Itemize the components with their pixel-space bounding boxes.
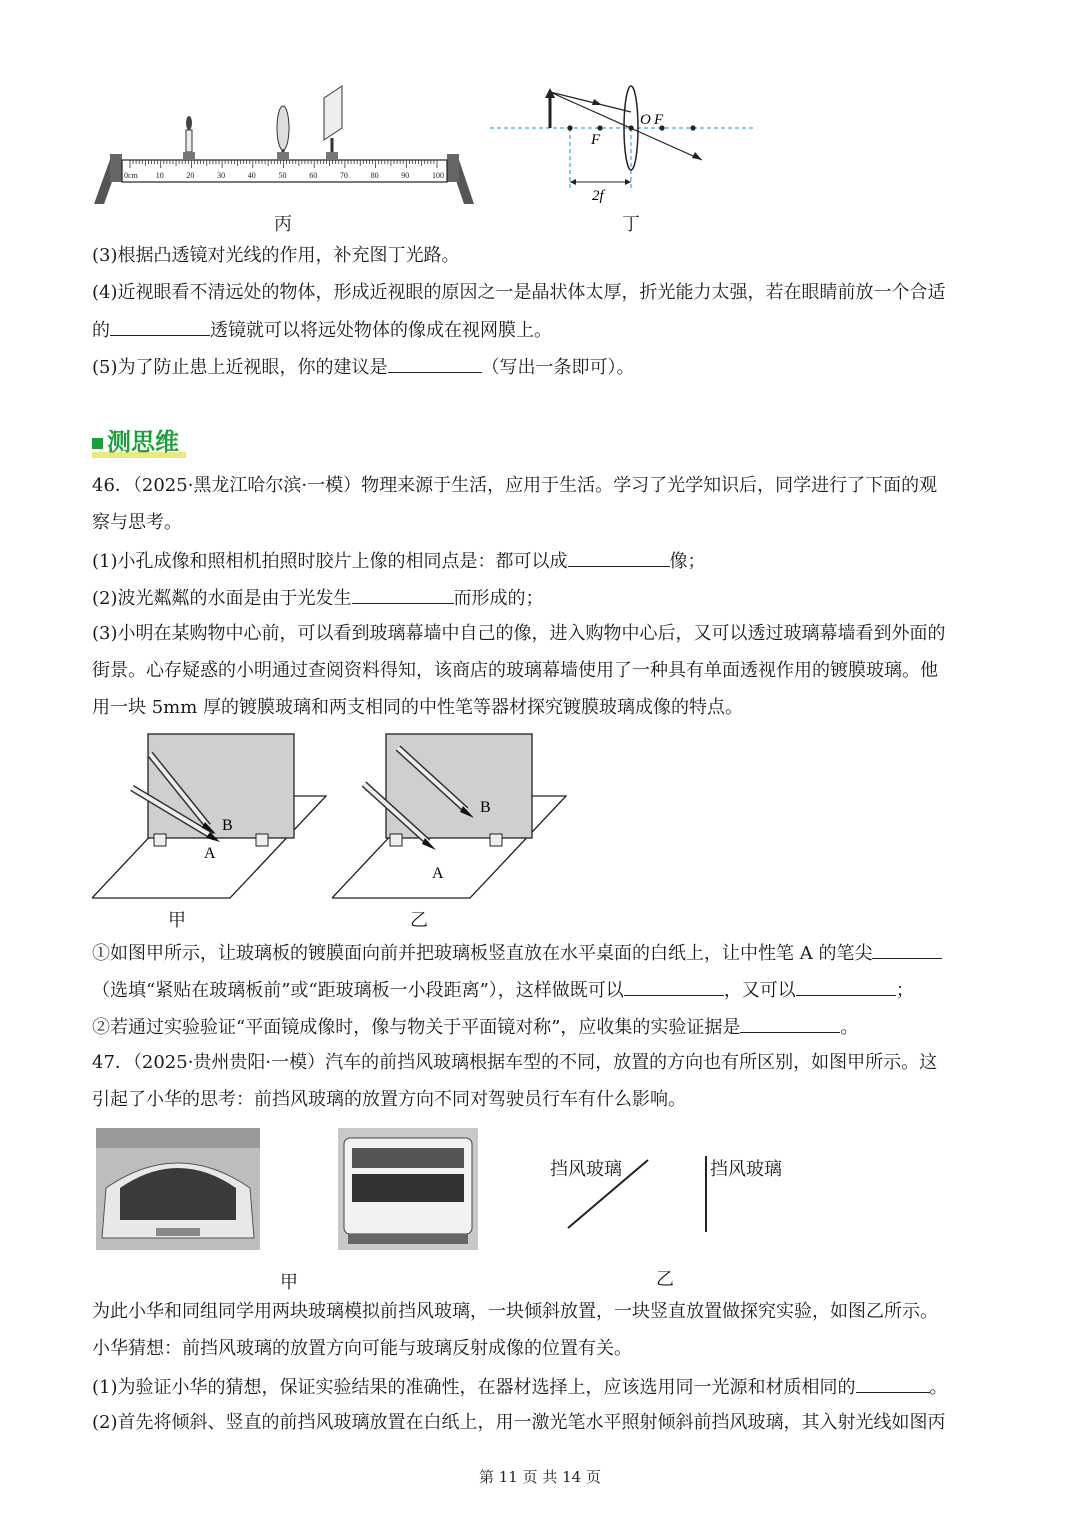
q45-part4-line2: 的 透镜就可以将远处物体的像成在视网膜上。 [92,317,552,343]
mirror-experiment-figure-jia [92,730,332,902]
answer-blank[interactable] [110,317,210,336]
figure-caption-q47-yi: 乙 [656,1269,674,1290]
answer-blank[interactable] [872,940,942,959]
ruler-tick-label: 60 [309,171,318,180]
q46-step1-line2: （选填“紧贴在玻璃板前”或“距玻璃板一小段距离”），这样做既可以 ，又可以 ； [92,977,914,1003]
square-bullet-icon [92,438,103,449]
windshield-diagram [560,1150,720,1240]
label-a: A [432,865,444,882]
ruler-tick-label: 100 [432,171,444,180]
answer-blank[interactable] [352,585,454,604]
figure-caption-yi: 乙 [410,910,428,931]
ruler-tick-label: 10 [155,171,164,180]
ruler-tick-label: 50 [278,171,287,180]
ruler-tick-label: 20 [186,171,195,180]
q47-intro-line2: 引起了小华的思考：前挡风玻璃的放置方向不同对驾驶员行车有什么影响。 [92,1089,686,1110]
lens-icon [277,106,289,160]
label-a: A [204,845,216,862]
figure-caption-q47-jia: 甲 [280,1272,298,1293]
car-photo [96,1128,260,1250]
answer-blank[interactable] [568,548,670,567]
q46-part3-line1: (3)小明在某购物中心前，可以看到玻璃幕墙中自己的像，进入购物中心后，又可以透过玻璃幕墙看到外面的 [92,623,946,644]
ruler-tick-label: 80 [370,171,379,180]
ruler-tick-label: 30 [217,171,226,180]
ruler-tick-label: 40 [247,171,256,180]
label-2f: 2f [592,188,604,204]
q46-step2: ②若通过实验验证“平面镜成像时，像与物关于平面镜对称”，应收集的实验证据是 。 [92,1014,858,1040]
q46-part2: (2)波光粼粼的水面是由于光发生 而形成的； [92,585,544,611]
section-title: 测思维 [92,422,179,457]
answer-blank[interactable] [856,1374,930,1393]
ruler-tick-label: 90 [401,171,410,180]
label-b: B [480,799,491,816]
q46-intro-line1: 46．（2025·黑龙江哈尔滨·一模）物理来源于生活，应用于生活。学习了光学知识后，同学进行了下面的观 [92,475,938,496]
mirror-experiment-figure-yi [332,730,572,902]
figure-caption-jia: 甲 [168,910,186,931]
q47-intro-line1: 47．（2025·贵州贵阳·一模）汽车的前挡风玻璃根据车型的不同，放置的方向也有所区别，如图甲所示。这 [92,1052,938,1073]
screen-icon [324,86,342,160]
ruler-unit-label: 0cm [124,171,138,180]
optical-bench-figure [92,80,477,210]
q45-part5: (5)为了防止患上近视眼，你的建议是 （写出一条即可）。 [92,354,635,380]
figure-caption-bing: 丙 [274,214,292,235]
answer-blank[interactable] [796,977,896,996]
q47-para-b: 小华猜想：前挡风玻璃的放置方向可能与玻璃反射成像的位置有关。 [92,1338,632,1359]
q46-part3-line3: 用一块 5mm 厚的镀膜玻璃和两支相同的中性笔等器材探究镀膜玻璃成像的特点。 [92,697,744,718]
q47-part2: (2)首先将倾斜、竖直的前挡风玻璃放置在白纸上，用一激光笔水平照射倾斜前挡风玻璃，其入射光线如图丙 [92,1412,946,1433]
q47-para-a: 为此小华和同组同学用两块玻璃模拟前挡风玻璃，一块倾斜放置，一块竖直放置做探究实验，如图乙所示。 [92,1301,938,1322]
answer-blank[interactable] [624,977,724,996]
answer-blank[interactable] [388,354,482,373]
label-f-right: F [654,112,664,128]
glass-label-tilted: 挡风玻璃 [550,1159,622,1180]
glass-label-vertical: 挡风玻璃 [710,1159,782,1180]
label-o: O [640,112,651,128]
page-footer: 第 11 页 共 14 页 [478,1468,601,1486]
q47-part1: (1)为验证小华的猜想，保证实验结果的准确性，在器材选择上，应该选用同一光源和材质相同的 。 [92,1374,948,1400]
q46-part1: (1)小孔成像和照相机拍照时胶片上像的相同点是：都可以成 像； [92,548,706,574]
q45-part4-line1: (4)近视眼看不清远处的物体，形成近视眼的原因之一是晶状体太厚，折光能力太强，若在眼睛前放一个合适 [92,282,946,303]
answer-blank[interactable] [740,1014,840,1033]
figure-caption-ding: 丁 [622,214,640,235]
label-b: B [222,817,233,834]
bus-photo [338,1128,478,1250]
q46-part3-line2: 街景。心存疑惑的小明通过查阅资料得知，该商店的玻璃幕墙使用了一种具有单面透视作用的镀膜玻璃。他 [92,660,938,681]
q46-intro-line2: 察与思考。 [92,512,182,533]
q46-step1-line1: ①如图甲所示，让玻璃板的镀膜面向前并把玻璃板竖直放在水平桌面的白纸上，让中性笔 A 的笔尖 [92,940,942,966]
q45-part3: (3)根据凸透镜对光线的作用，补充图丁光路。 [92,245,460,266]
ruler-tick-label: 70 [339,171,348,180]
lens-ray-diagram [490,78,760,208]
label-f-left: F [591,132,601,148]
candle-icon [183,116,195,160]
